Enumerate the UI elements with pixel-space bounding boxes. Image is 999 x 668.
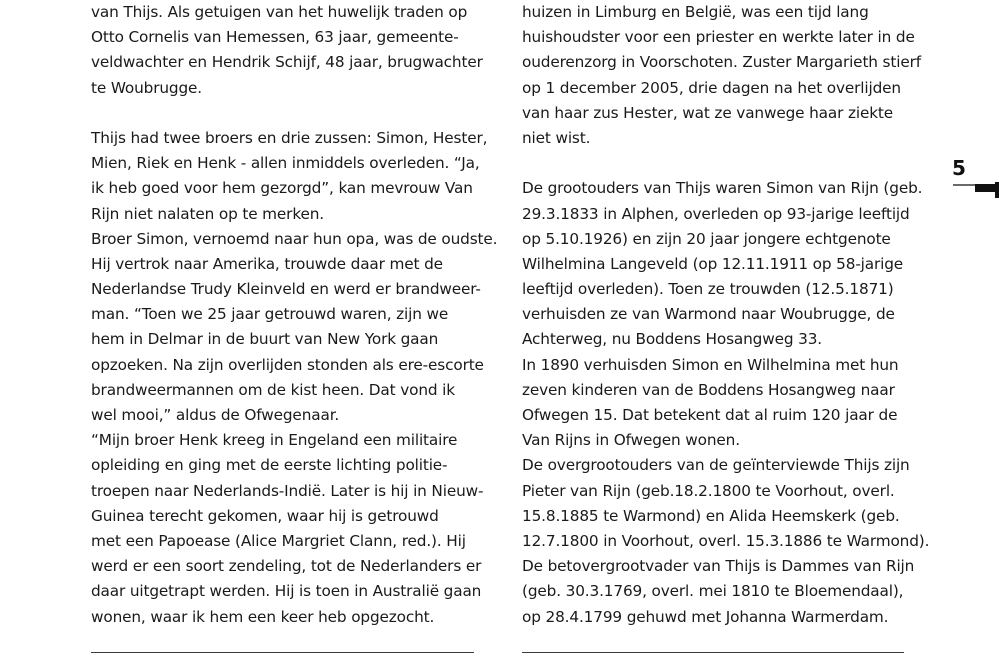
text-line: Nederlandse Trudy Kleinveld en werd er brandweer- <box>91 280 481 299</box>
text-line: (geb. 30.3.1769, overl. mei 1810 te Bloemendaal), <box>522 582 904 601</box>
text-line: opleiding en ging met de eerste lichting politie- <box>91 456 448 475</box>
text-line: 29.3.1833 in Alphen, overleden op 93-jarige leeftijd <box>522 204 910 223</box>
text-line: ouderenzorg in Voorschoten. Zuster Margarieth stierf <box>522 53 921 72</box>
paragraph-gap <box>522 151 912 176</box>
text-line: De grootouders van Thijs waren Simon van Rijn (geb. <box>522 179 923 198</box>
text-line: te Woubrugge. <box>91 78 202 97</box>
page-marker-icon <box>953 182 999 198</box>
text-line: van Thijs. Als getuigen van het huwelijk traden op <box>91 3 468 21</box>
text-line: Pieter van Rijn (geb.18.2.1800 te Voorhout, overl. <box>522 481 895 500</box>
right-column <box>522 0 930 630</box>
text-line: leeftijd overleden). Toen ze trouwden (12.5.1871) <box>522 280 894 299</box>
text-line: wel mooi,” aldus de Ofwegenaar. <box>91 406 340 424</box>
text-line: Guinea terecht gekomen, waar hij is getrouwd <box>91 506 439 525</box>
right-column-bottom-rule <box>522 652 904 653</box>
text-line: Van Rijns in Ofwegen wonen. <box>522 431 740 450</box>
text-line: niet wist. <box>522 128 591 147</box>
text-line: huizen in Limburg en België, was een tijd lang <box>522 3 869 21</box>
text-line: De betovergrootvader van Thijs is Dammes van Rijn <box>522 557 915 576</box>
text-line: Otto Cornelis van Hemessen, 63 jaar, gemeente- <box>91 28 459 47</box>
text-line: Broer Simon, vernoemd naar hun opa, was de oudste. <box>91 229 498 248</box>
text-line: Wilhelmina Langeveld (op 12.11.1911 op 58-jarige <box>522 254 904 273</box>
left-column-bottom-rule <box>91 652 474 653</box>
text-line: opzoeken. Na zijn overlijden stonden als ere-escorte <box>91 355 484 374</box>
text-line: Mien, Riek en Henk - allen inmiddels overleden. “Ja, <box>91 154 480 173</box>
text-line: 15.8.1885 te Warmond) en Alida Heemskerk (geb. <box>522 506 900 525</box>
text-line: op 5.10.1926) en zijn 20 jaar jongere echtgenote <box>522 229 891 248</box>
text-line: van haar zus Hester, wat ze vanwege haar ziekte <box>522 103 894 122</box>
text-line: hem in Delmar in de buurt van New York gaan <box>91 330 439 349</box>
text-line: In 1890 verhuisden Simon en Wilhelmina met hun <box>522 355 899 374</box>
paragraph-gap <box>91 101 476 126</box>
text-line: “Mijn broer Henk kreeg in Engeland een militaire <box>91 431 458 450</box>
text-line: De overgrootouders van de geïnterviewde Thijs zijn <box>522 456 910 475</box>
text-line: 12.7.1800 in Voorhout, overl. 15.3.1886 te Warmond). <box>522 531 930 550</box>
text-line: zeven kinderen van de Boddens Hosangweg naar <box>522 380 895 399</box>
text-line: op 1 december 2005, drie dagen na het overlijden <box>522 78 901 97</box>
paragraph <box>522 176 930 629</box>
text-line: Ofwegen 15. Dat betekent dat al ruim 120 jaar de <box>522 406 898 424</box>
page-number: 5 <box>952 156 966 180</box>
text-line: troepen naar Nederlands-Indië. Later is hij in Nieuw- <box>91 481 484 500</box>
text-line: veldwachter en Hendrik Schijf, 48 jaar, brugwachter <box>91 53 483 72</box>
text-line: Rijn niet nalaten op te merken. <box>91 204 324 223</box>
paragraph <box>91 0 483 101</box>
text-line: wonen, waar ik hem een keer heb opgezocht. <box>91 607 435 626</box>
text-line: man. “Toen we 25 jaar getrouwd waren, zijn we <box>91 305 449 324</box>
paragraph <box>91 126 498 630</box>
text-line: verhuisden ze van Warmond naar Woubrugge, de <box>522 305 895 324</box>
text-line: Achterweg, nu Boddens Hosangweg 33. <box>522 330 823 349</box>
text-line: brandweermannen om de kist heen. Dat vond ik <box>91 380 455 399</box>
text-line: ik heb goed voor hem gezorgd”, kan mevrouw Van <box>91 179 473 198</box>
text-line: met een Papoease (Alice Margriet Clann, red.). Hij <box>91 531 466 550</box>
left-column <box>91 0 498 630</box>
text-line: op 28.4.1799 gehuwd met Johanna Warmerdam. <box>522 607 889 626</box>
text-line: huishoudster voor een priester en werkte later in de <box>522 28 915 47</box>
text-line: werd er een soort zendeling, tot de Nederlanders er <box>91 557 482 576</box>
text-line: daar uitgetrapt werden. Hij is toen in Australië gaan <box>91 582 482 601</box>
text-line: Hij vertrok naar Amerika, trouwde daar met de <box>91 254 443 273</box>
text-line: Thijs had twee broers en drie zussen: Simon, Hester, <box>91 128 488 147</box>
paragraph <box>522 0 921 151</box>
